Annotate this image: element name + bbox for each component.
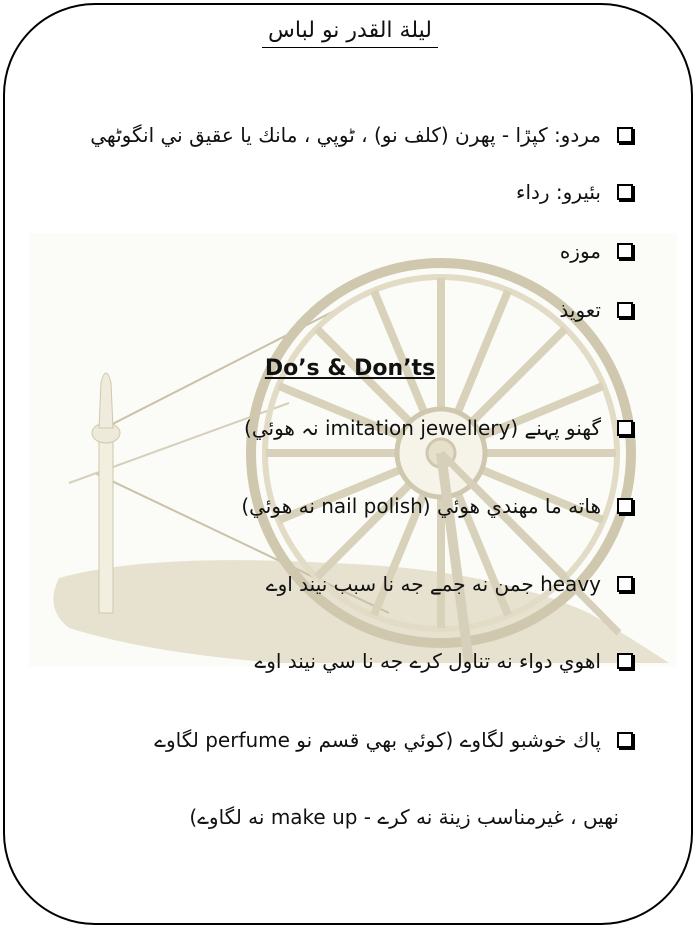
checkbox-icon[interactable]	[617, 498, 633, 514]
dos-donts-heading: Do’s & Don’ts	[264, 356, 436, 381]
checklist-item	[90, 122, 633, 148]
checklist-item-text: بئيرو: رداء	[516, 180, 601, 204]
checklist-item	[560, 238, 633, 264]
checkbox-icon[interactable]	[617, 184, 633, 200]
checklist-item-text: heavy جمن نه جمے جه نا سبب نيند اوے	[265, 572, 601, 596]
checklist-item-text: اهوي دواء نه تناول كرے جه نا سي نيند اوے	[254, 649, 601, 673]
checkbox-icon[interactable]	[617, 576, 633, 592]
checklist-item	[559, 297, 633, 323]
checklist-item-text: پاك خوشبو لگاوے (كوئي بهي قسم نو perfume لگاوے	[154, 728, 601, 752]
checklist-item-text: مردو: كپڙا - پهرن (كلف نو) ، ٹوپي ، مانك يا عقيق ني انگوٹهي	[90, 123, 601, 147]
checklist-item-text: هاته ما مهندي هوئي (nail polish نه هوئي)	[241, 494, 601, 518]
page-card	[3, 3, 693, 925]
checkbox-icon[interactable]	[617, 732, 633, 748]
checkbox-icon[interactable]	[617, 302, 633, 318]
checklist-item-text: تعويذ	[559, 298, 601, 322]
checkbox-icon[interactable]	[617, 243, 633, 259]
checklist-item-text: موزه	[559, 239, 601, 263]
checklist-item	[254, 648, 633, 674]
checklist-item	[244, 415, 633, 441]
checklist-item	[241, 493, 633, 519]
checklist-item-continuation: نهيں ، غيرمناسب زينة نه كرے - make up نه لگاوے)	[189, 805, 619, 829]
checkbox-icon[interactable]	[617, 653, 633, 669]
checklist-item	[266, 571, 633, 597]
checklist-item-text: گھنو پہنے (imitation jewellery نہ هوئي)	[244, 416, 601, 440]
checklist-item	[154, 727, 633, 753]
checklist-item	[516, 179, 633, 205]
checkbox-icon[interactable]	[617, 127, 633, 143]
page-title: ليلة القدر نو لباس	[5, 17, 693, 45]
checkbox-icon[interactable]	[617, 420, 633, 436]
